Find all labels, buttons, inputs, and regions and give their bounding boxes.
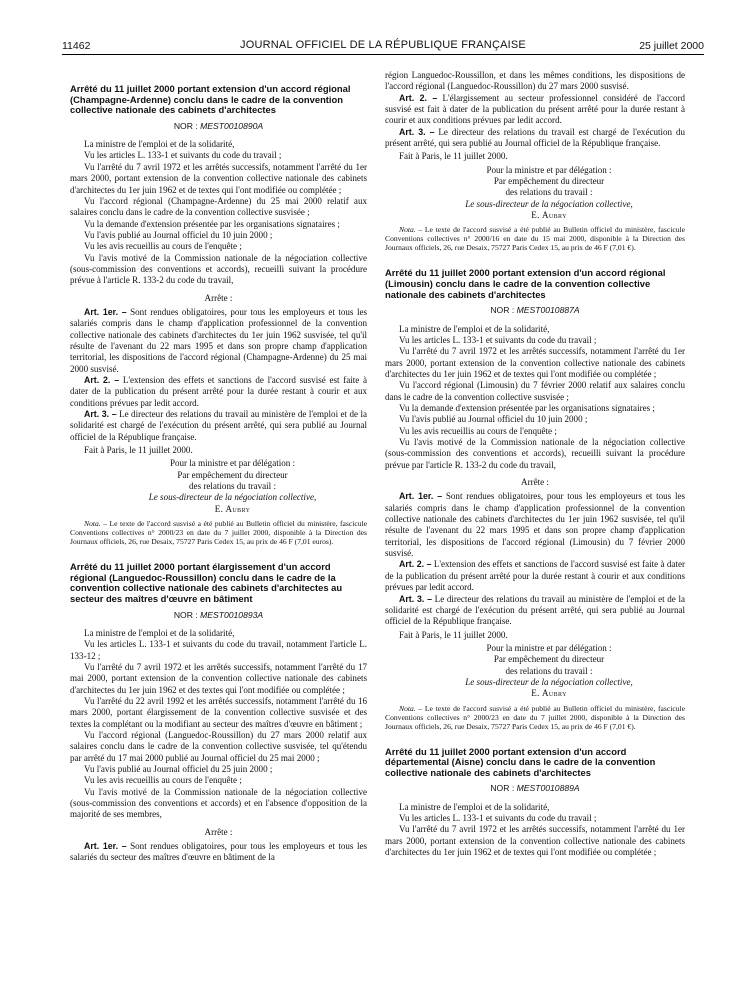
- decree-title: Arrêté du 11 juillet 2000 portant extension d'un accord régional (Champagne-Ardenne) conclu dans le cadre de la convention collective nationale des cabinets d'architectes: [70, 83, 351, 116]
- nor-line: NOR : MEST0010887A: [490, 305, 580, 316]
- signature-block: Pour la ministre et par délégation : Par empêchement du directeur des relations du travail : Le sous-directeur de la négociation collective, E. Aubry: [385, 165, 685, 222]
- signatory-title: Le sous-directeur de la négociation collective,: [148, 492, 317, 503]
- paragraph: Vu l'avis motivé de la Commission nationale de la négociation collective (sous-commission des conventions et accords), recueilli suivant la procédure prévue par l'article R. 133-2 du code du travail,: [385, 437, 685, 470]
- article-label: Art. 2. –: [399, 559, 432, 570]
- article-label: Art. 3. –: [399, 126, 435, 137]
- paragraph: Vu l'accord régional (Languedoc-Roussillon) du 27 mars 2000 relatif aux salaires conclu dans le cadre de la convention collective susvisée, tel qu'étendu par arrêté du 17 mai 2000 publié au Journal officiel du 25 mai 2000 ;: [70, 729, 367, 763]
- page-number: 11462: [62, 40, 91, 52]
- article-label: Art. 1er. –: [84, 841, 127, 852]
- nor-code: MEST0010893A: [200, 609, 264, 620]
- page-header: [62, 38, 704, 55]
- signature-block: Pour la ministre et par délégation : Par empêchement du directeur des relations du travail : Le sous-directeur de la négociation collective, E. Aubry: [70, 458, 367, 515]
- right-column: [385, 70, 685, 858]
- signature-date: Fait à Paris, le 11 juillet 2000.: [399, 151, 508, 162]
- journal-title: JOURNAL OFFICIEL DE LA RÉPUBLIQUE FRANÇAISE: [240, 39, 526, 51]
- paragraph: Vu l'avis publié au Journal officiel du 10 juin 2000 ;: [399, 414, 588, 425]
- decree-title: Arrêté du 11 juillet 2000 portant extension d'un accord départemental (Aisne) conclu dans le cadre de la convention collective nationale des cabinets d'architectes: [385, 745, 656, 778]
- article: Art. 1er. – Sont rendues obligatoires, pour tous les employeurs et tous les salariés du secteur des maîtres d'œuvre en bâtiment de la: [70, 841, 368, 863]
- article: Art. 3. – Le directeur des relations du travail au ministère de l'emploi et de la solidarité est chargé de l'exécution du présent arrêté, qui sera publié au Journal officiel de la République française.: [70, 409, 367, 442]
- paragraph: Vu l'avis motivé de la Commission nationale de la négociation collective (sous-commission des conventions et accords) et en l'absence d'opposition de la majorité de ses membres,: [70, 786, 367, 820]
- paragraph: Vu les articles L. 133-1 et suivants du code du travail ;: [84, 150, 282, 161]
- article-label: Art. 2. –: [84, 375, 120, 385]
- article: Art. 3. – Le directeur des relations du travail au ministère de l'emploi et de la solidarité est chargé de l'exécution du présent arrêté, qui sera publié au Journal officiel de la République française.: [385, 593, 685, 627]
- paragraph: Vu l'arrêté du 7 avril 1972 et les arrêtés successifs, notamment l'arrêté du 1er mars 2000, portant extension de la convention collective nationale des cabinets d'architectes du 1er juin 1962 et de textes qui l'ont modifiée ou complétée ;: [385, 346, 685, 379]
- article-label: Art. 2. –: [399, 92, 438, 103]
- paragraph: Vu l'avis publié au Journal officiel du 25 juin 2000 ;: [84, 763, 273, 774]
- paragraph: Vu les articles L. 133-1 et suivants du code du travail ;: [399, 334, 597, 345]
- nor-code: MEST0010889A: [516, 783, 580, 794]
- article: Art. 1er. – Sont rendues obligatoires, pour tous les employeurs et tous les salariés compris dans le champ d'application professionnel de la convention collective nationale des cabinets d'architectes du 1er juin 1962 susvisée, tel qu'il résulte de l'avenant du 22 mars 1995 et dans son propre champ d'application territorial, les dispositions de l'accord régional (Limousin) du 7 février 2000 susvisé.: [385, 491, 686, 559]
- article: Art. 1er. – Sont rendues obligatoires, pour tous les employeurs et tous les salariés compris dans le champ d'application professionnel de la convention collective nationale des cabinets d'architectes du 1er juin 1962 susvisée, tel qu'il résulte de l'avenant du 22 mars 1995 et dans son propre champ d'application territorial, les dispositions de l'accord régional (Champagne-Ardenne) du 25 mai 2000 susvisé.: [70, 306, 368, 374]
- paragraph: Vu la demande d'extension présentée par les organisations signataires ;: [84, 218, 340, 229]
- nota: Nota. – Le texte de l'accord susvisé a été publié au Bulletin officiel du ministère, fascicule Conventions collectives n° 2000/16 en date du 15 mai 2000, disponible à la Direction des Journaux officiels, 26, rue Desaix, 75727 Paris Cedex 15, au prix de 46 F (7,01 €).: [385, 225, 685, 253]
- paragraph: Vu l'arrêté du 7 avril 1972 et les arrêtés successifs, notamment l'arrêté du 1er mars 2000, portant extension de la convention collective nationale des cabinets d'architectes du 1er juin 1962 et de textes qui l'ont modifiée ou complétée ;: [385, 824, 685, 858]
- decree-languedoc-roussillon-continued: [385, 70, 685, 252]
- paragraph: Vu l'avis motivé de la Commission nationale de la négociation collective (sous-commission des conventions et accords), recueilli suivant la procédure prévue à l'article R. 133-2 du code du travail,: [70, 252, 367, 286]
- article: Art. 2. – L'extension des effets et sanctions de l'accord susvisé est faite à dater de la publication du présent arrêté pour la durée restant à courir et aux conditions prévues par ledit accord.: [385, 559, 685, 593]
- signatory-name: E. Aubry: [531, 688, 567, 699]
- article-label: Art. 3. –: [399, 593, 433, 604]
- article: Art. 2. – L'élargissement au secteur professionnel considéré de l'accord susvisé est fait à dater de la publication du présent arrêté pour la durée restant à courir et aux conditions prévues par ledit accord.: [385, 92, 686, 126]
- paragraph: Vu les articles L. 133-1 et suivants du code du travail, notamment l'article L. 133-12 ;: [70, 639, 367, 661]
- nor-code: MEST0010887A: [516, 305, 580, 316]
- left-column: [70, 84, 367, 864]
- article-label: Art. 3. –: [84, 409, 117, 420]
- decree-limousin: [385, 268, 685, 730]
- paragraph: Vu les avis recueillis au cours de l'enquête ;: [84, 775, 242, 786]
- signature-date: Fait à Paris, le 11 juillet 2000.: [84, 445, 193, 456]
- signatory-name: E. Aubry: [531, 210, 567, 221]
- nor-code: MEST0010890A: [200, 120, 264, 131]
- signature-block: Pour la ministre et par délégation : Par empêchement du directeur des relations du travail : Le sous-directeur de la négociation collective, E. Aubry: [385, 643, 685, 700]
- signatory-title: Le sous-directeur de la négociation collective,: [465, 198, 633, 209]
- signatory-title: Le sous-directeur de la négociation collective,: [465, 676, 633, 687]
- arrete-heading: Arrête :: [521, 477, 549, 488]
- paragraph: Vu les articles L. 133-1 et suivants du code du travail ;: [399, 813, 597, 824]
- paragraph: Vu l'accord régional (Champagne-Ardenne) du 25 mai 2000 relatif aux salaires conclu dans le cadre de la convention collective susvisée ;: [70, 195, 367, 218]
- arrete-heading: Arrête :: [204, 826, 233, 837]
- decree-languedoc-roussillon: [70, 562, 367, 864]
- nota: Nota. – Le texte de l'accord susvisé a été publié au Bulletin officiel du ministère, fascicule Conventions collectives n° 2000/23 en date du 7 juillet 2000, disponible à la Direction des Journaux officiels, 26, rue Desaix, 75727 Paris Cedex 15, au prix de 46 F (7,01 €).: [385, 703, 685, 731]
- article: Art. 3. – Le directeur des relations du travail est chargé de l'exécution du présent arrêté, qui sera publié au Journal officiel de la République française.: [385, 126, 685, 149]
- paragraph: La ministre de l'emploi et de la solidarité,: [84, 139, 235, 150]
- decree-title: Arrêté du 11 juillet 2000 portant extension d'un accord régional (Limousin) conclu dans le cadre de la convention collective nationale des cabinets d'architectes: [385, 267, 666, 300]
- paragraph: Vu les avis recueillis au cours de l'enquête ;: [84, 241, 242, 252]
- nota: Nota. – Le texte de l'accord susvisé a été publié au Bulletin officiel du ministère, fascicule Conventions collectives n° 2000/23 en date du 7 juillet 2000, disponible à la Direction des Journaux officiels, 26, rue Desaix, 75727 Paris Cedex 15, au prix de 46 F (7,01 euros).: [70, 519, 367, 547]
- decree-title: Arrêté du 11 juillet 2000 portant élargissement d'un accord régional (Languedoc-Roussillon) conclu dans le cadre de la convention collective nationale des cabinets d'architectes au secteur des maîtres d'œuvre en bâtiment: [70, 561, 343, 604]
- paragraph: région Languedoc-Roussillon, et dans les mêmes conditions, les dispositions de l'accord régional (Languedoc-Roussillon) du 27 mars 2000 susvisé.: [385, 70, 685, 92]
- nor-line: NOR : MEST0010889A: [490, 783, 580, 794]
- nor-line: NOR : MEST0010893A: [173, 609, 264, 620]
- issue-date: 25 juillet 2000: [639, 40, 704, 52]
- paragraph: La ministre de l'emploi et de la solidarité,: [84, 627, 235, 638]
- paragraph: Vu l'avis publié au Journal officiel du 10 juin 2000 ;: [84, 229, 273, 240]
- paragraph: Vu les avis recueillis au cours de l'enquête ;: [399, 425, 557, 436]
- paragraph: Vu l'accord régional (Limousin) du 7 février 2000 relatif aux salaires conclu dans le cadre de la convention collective susvisée ;: [385, 380, 685, 402]
- signature-date: Fait à Paris, le 11 juillet 2000.: [399, 629, 508, 640]
- paragraph: Vu l'arrêté du 7 avril 1972 et les arrêtés successifs, notamment l'arrêté du 1er mars 2000, portant extension de la convention collective nationale des cabinets d'architectes du 1er juin 1962 et de textes qui l'ont modifiée ou complétée ;: [70, 161, 367, 195]
- paragraph: La ministre de l'emploi et de la solidarité,: [399, 323, 550, 334]
- article: Art. 2. – L'extension des effets et sanctions de l'accord susvisé est faite à dater de la publication du présent arrêté pour la durée restant à courir et aux conditions prévues par ledit accord.: [70, 375, 367, 408]
- paragraph: Vu la demande d'extension présentée par les organisations signataires ;: [399, 403, 655, 413]
- signatory-name: E. Aubry: [214, 503, 251, 514]
- paragraph: La ministre de l'emploi et de la solidarité,: [399, 801, 550, 812]
- article-label: Art. 1er. –: [84, 306, 127, 317]
- paragraph: Vu l'arrêté du 22 avril 1992 et les arrêtés successifs, notamment l'arrêté du 16 mars 2000, portant élargissement de la convention collective susvisée et des textes la complétant ou la modifiant au secteur des maîtres d'œuvre en bâtiment ;: [70, 695, 367, 729]
- arrete-heading: Arrête :: [204, 292, 233, 303]
- paragraph: Vu l'arrêté du 7 avril 1972 et les arrêtés successifs, notamment l'arrêté du 17 mai 2000, portant extension de la convention collective nationale des cabinets d'architectes du 1er juin 1962 et des textes qui l'ont modifiée ou complétée ;: [70, 661, 367, 695]
- decree-champagne-ardenne: [70, 84, 367, 546]
- article-label: Art. 1er. –: [399, 491, 443, 502]
- nor-line: NOR : MEST0010890A: [173, 120, 264, 131]
- decree-aisne: [385, 747, 685, 859]
